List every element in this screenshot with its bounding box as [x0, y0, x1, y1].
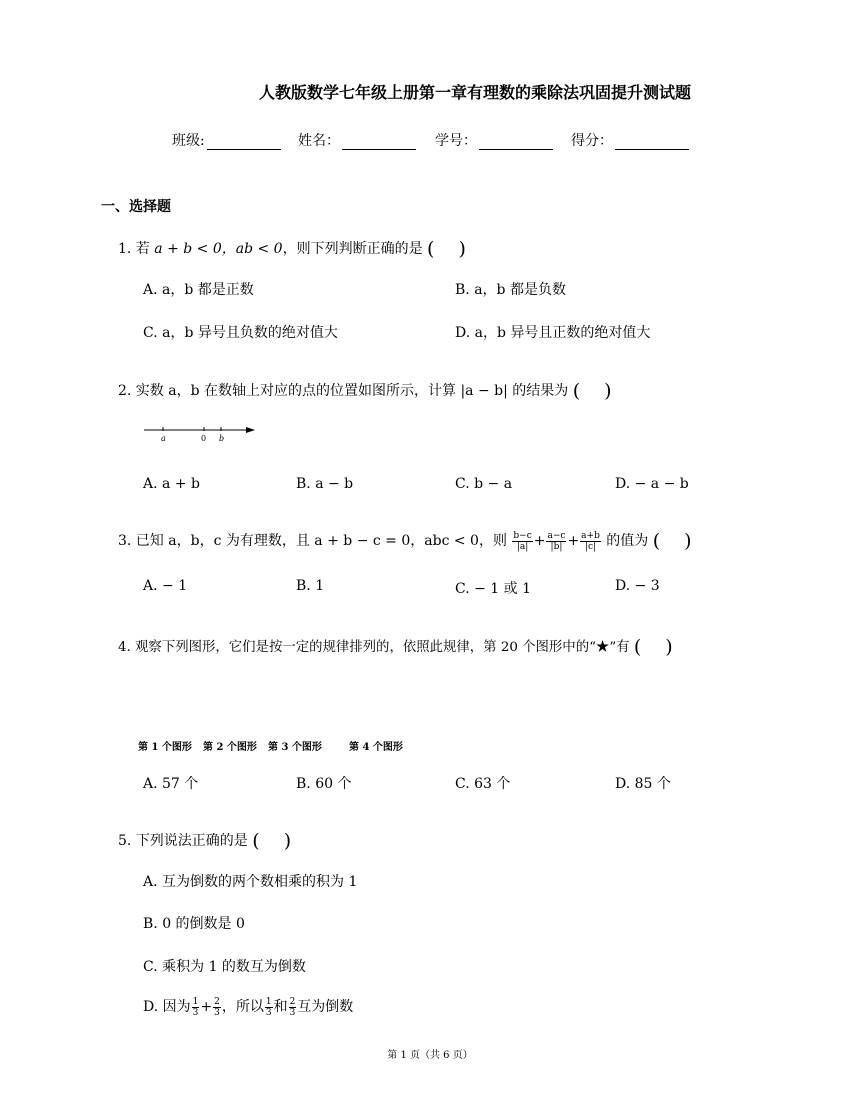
- page-footer: 第 1 页（共 6 页）: [387, 1050, 473, 1061]
- q2-option-c: C. b − a: [455, 476, 513, 492]
- q4-option-d: D. 85 个: [615, 776, 671, 792]
- q5-text: 5. 下列说法正确的是: [118, 833, 248, 849]
- axis-label-b: b: [219, 434, 225, 443]
- answer-paren-close: ): [684, 530, 692, 552]
- question-2: [118, 380, 612, 402]
- q3-option-d: D. − 3: [615, 578, 660, 594]
- question-5: [118, 830, 291, 852]
- class-blank: [207, 135, 281, 150]
- name-blank: [342, 135, 416, 150]
- q3-fraction-1: $\frac{b-c}{|a|}$: [513, 530, 532, 552]
- q3-fraction-3: $\frac{a+b}{|c|}$: [581, 530, 600, 552]
- answer-paren-close: ): [604, 380, 612, 402]
- q3-option-b: B. 1: [296, 578, 325, 594]
- axis-label-0: 0: [201, 434, 207, 443]
- score-field: [571, 130, 689, 150]
- answer-paren-open: (: [427, 238, 435, 260]
- question-3: 3. 已知 a，b，c 为有理数，且 a + b − c = 0，abc < 0，则 $\frac{b-c}{|a|}$ + $\frac{a-c}{|b|}$ + $\frac{a+b}{|c|}$ 的值为 ( ): [118, 530, 692, 552]
- axis-label-a: a: [161, 434, 166, 443]
- q3-option-a: A. − 1: [143, 578, 188, 594]
- number-line-figure: [142, 422, 262, 444]
- q2-text: 2. 实数 a，b 在数轴上对应的点的位置如图所示，计算 |a − b| 的结果为: [118, 383, 569, 399]
- answer-paren-open: (: [252, 830, 260, 852]
- q1-option-a: A. a，b 都是正数: [143, 282, 254, 298]
- q4-text: 4. 观察下列图形，它们是按一定的规律排列的，依照此规律，第 20 个图形中的“★”有: [118, 640, 630, 655]
- q1-option-b: B. a，b 都是负数: [455, 282, 566, 298]
- q5-fraction: $\frac{1}{3}$: [265, 996, 272, 1018]
- name-field: [298, 130, 416, 150]
- question-1: [118, 238, 466, 260]
- q4-option-a: A. 57 个: [143, 776, 199, 792]
- q5-option-a: A. 互为倒数的两个数相乘的积为 1: [143, 874, 358, 890]
- q2-option-b: B. a − b: [296, 476, 354, 492]
- q3-option-c: C. − 1 或 1: [455, 581, 532, 597]
- score-label: 得分：: [571, 133, 613, 149]
- star-figure-4: [344, 672, 412, 698]
- q5-fraction: $\frac{1}{3}$: [192, 996, 199, 1018]
- q3-text-a: 3. 已知 a，b，c 为有理数，且 a + b − c = 0，abc < 0，则: [118, 533, 507, 549]
- figure-label-2: 第 2 个图形: [203, 742, 257, 753]
- answer-paren-close: ): [458, 238, 466, 260]
- q1-prefix: 1. 若: [118, 241, 155, 257]
- q1-option-d: D. a，b 异号且正数的绝对值大: [455, 325, 651, 341]
- figure-label-1: 第 1 个图形: [138, 742, 192, 753]
- page-title: 人教版数学七年级上册第一章有理数的乘除法巩固提升测试题: [258, 83, 691, 102]
- q4-option-c: C. 63 个: [455, 776, 511, 792]
- figure-label-4: 第 4 个图形: [349, 742, 403, 753]
- id-field: [435, 130, 553, 150]
- class-label: 班级:: [172, 133, 205, 149]
- q5-option-d: D. 因为 $\frac{1}{3}$ + $\frac{2}{3}$ ，所以 $\frac{1}{3}$ 和 $\frac{2}{3}$ 互为倒数: [143, 996, 354, 1018]
- q1-condition: a + b < 0，ab < 0: [154, 241, 283, 257]
- q1-option-c: C. a，b 异号且负数的绝对值大: [143, 325, 338, 341]
- answer-paren-open: (: [572, 380, 581, 402]
- name-label: 姓名：: [298, 133, 340, 149]
- answer-paren-close: ): [665, 636, 673, 658]
- q5-option-b: B. 0 的倒数是 0: [143, 916, 245, 932]
- q1-text: ，则下列判断正确的是: [282, 241, 423, 257]
- id-blank: [479, 135, 553, 150]
- q4-option-b: B. 60 个: [296, 776, 352, 792]
- q5-fraction: $\frac{2}{3}$: [289, 996, 296, 1018]
- star-figure-3: [268, 684, 324, 697]
- figure-label-3: 第 3 个图形: [268, 742, 322, 753]
- class-field: [172, 130, 281, 150]
- score-blank: [615, 135, 689, 150]
- number-line-arrow: [246, 427, 255, 433]
- answer-paren-open: (: [652, 530, 661, 552]
- q2-option-a: A. a + b: [143, 476, 200, 492]
- section-heading: 一、选择题: [101, 199, 171, 215]
- q5-option-c: C. 乘积为 1 的数互为倒数: [143, 959, 306, 975]
- q3-fraction-2: $\frac{a-c}{|b|}$: [547, 530, 566, 552]
- q3-text-b: 的值为: [606, 533, 649, 549]
- id-label: 学号：: [435, 133, 477, 149]
- q2-option-d: D. − a − b: [615, 476, 689, 492]
- q5-fraction: $\frac{2}{3}$: [214, 996, 220, 1018]
- answer-paren-open: (: [633, 636, 642, 658]
- answer-paren-close: ): [283, 830, 292, 852]
- question-4: [118, 636, 673, 658]
